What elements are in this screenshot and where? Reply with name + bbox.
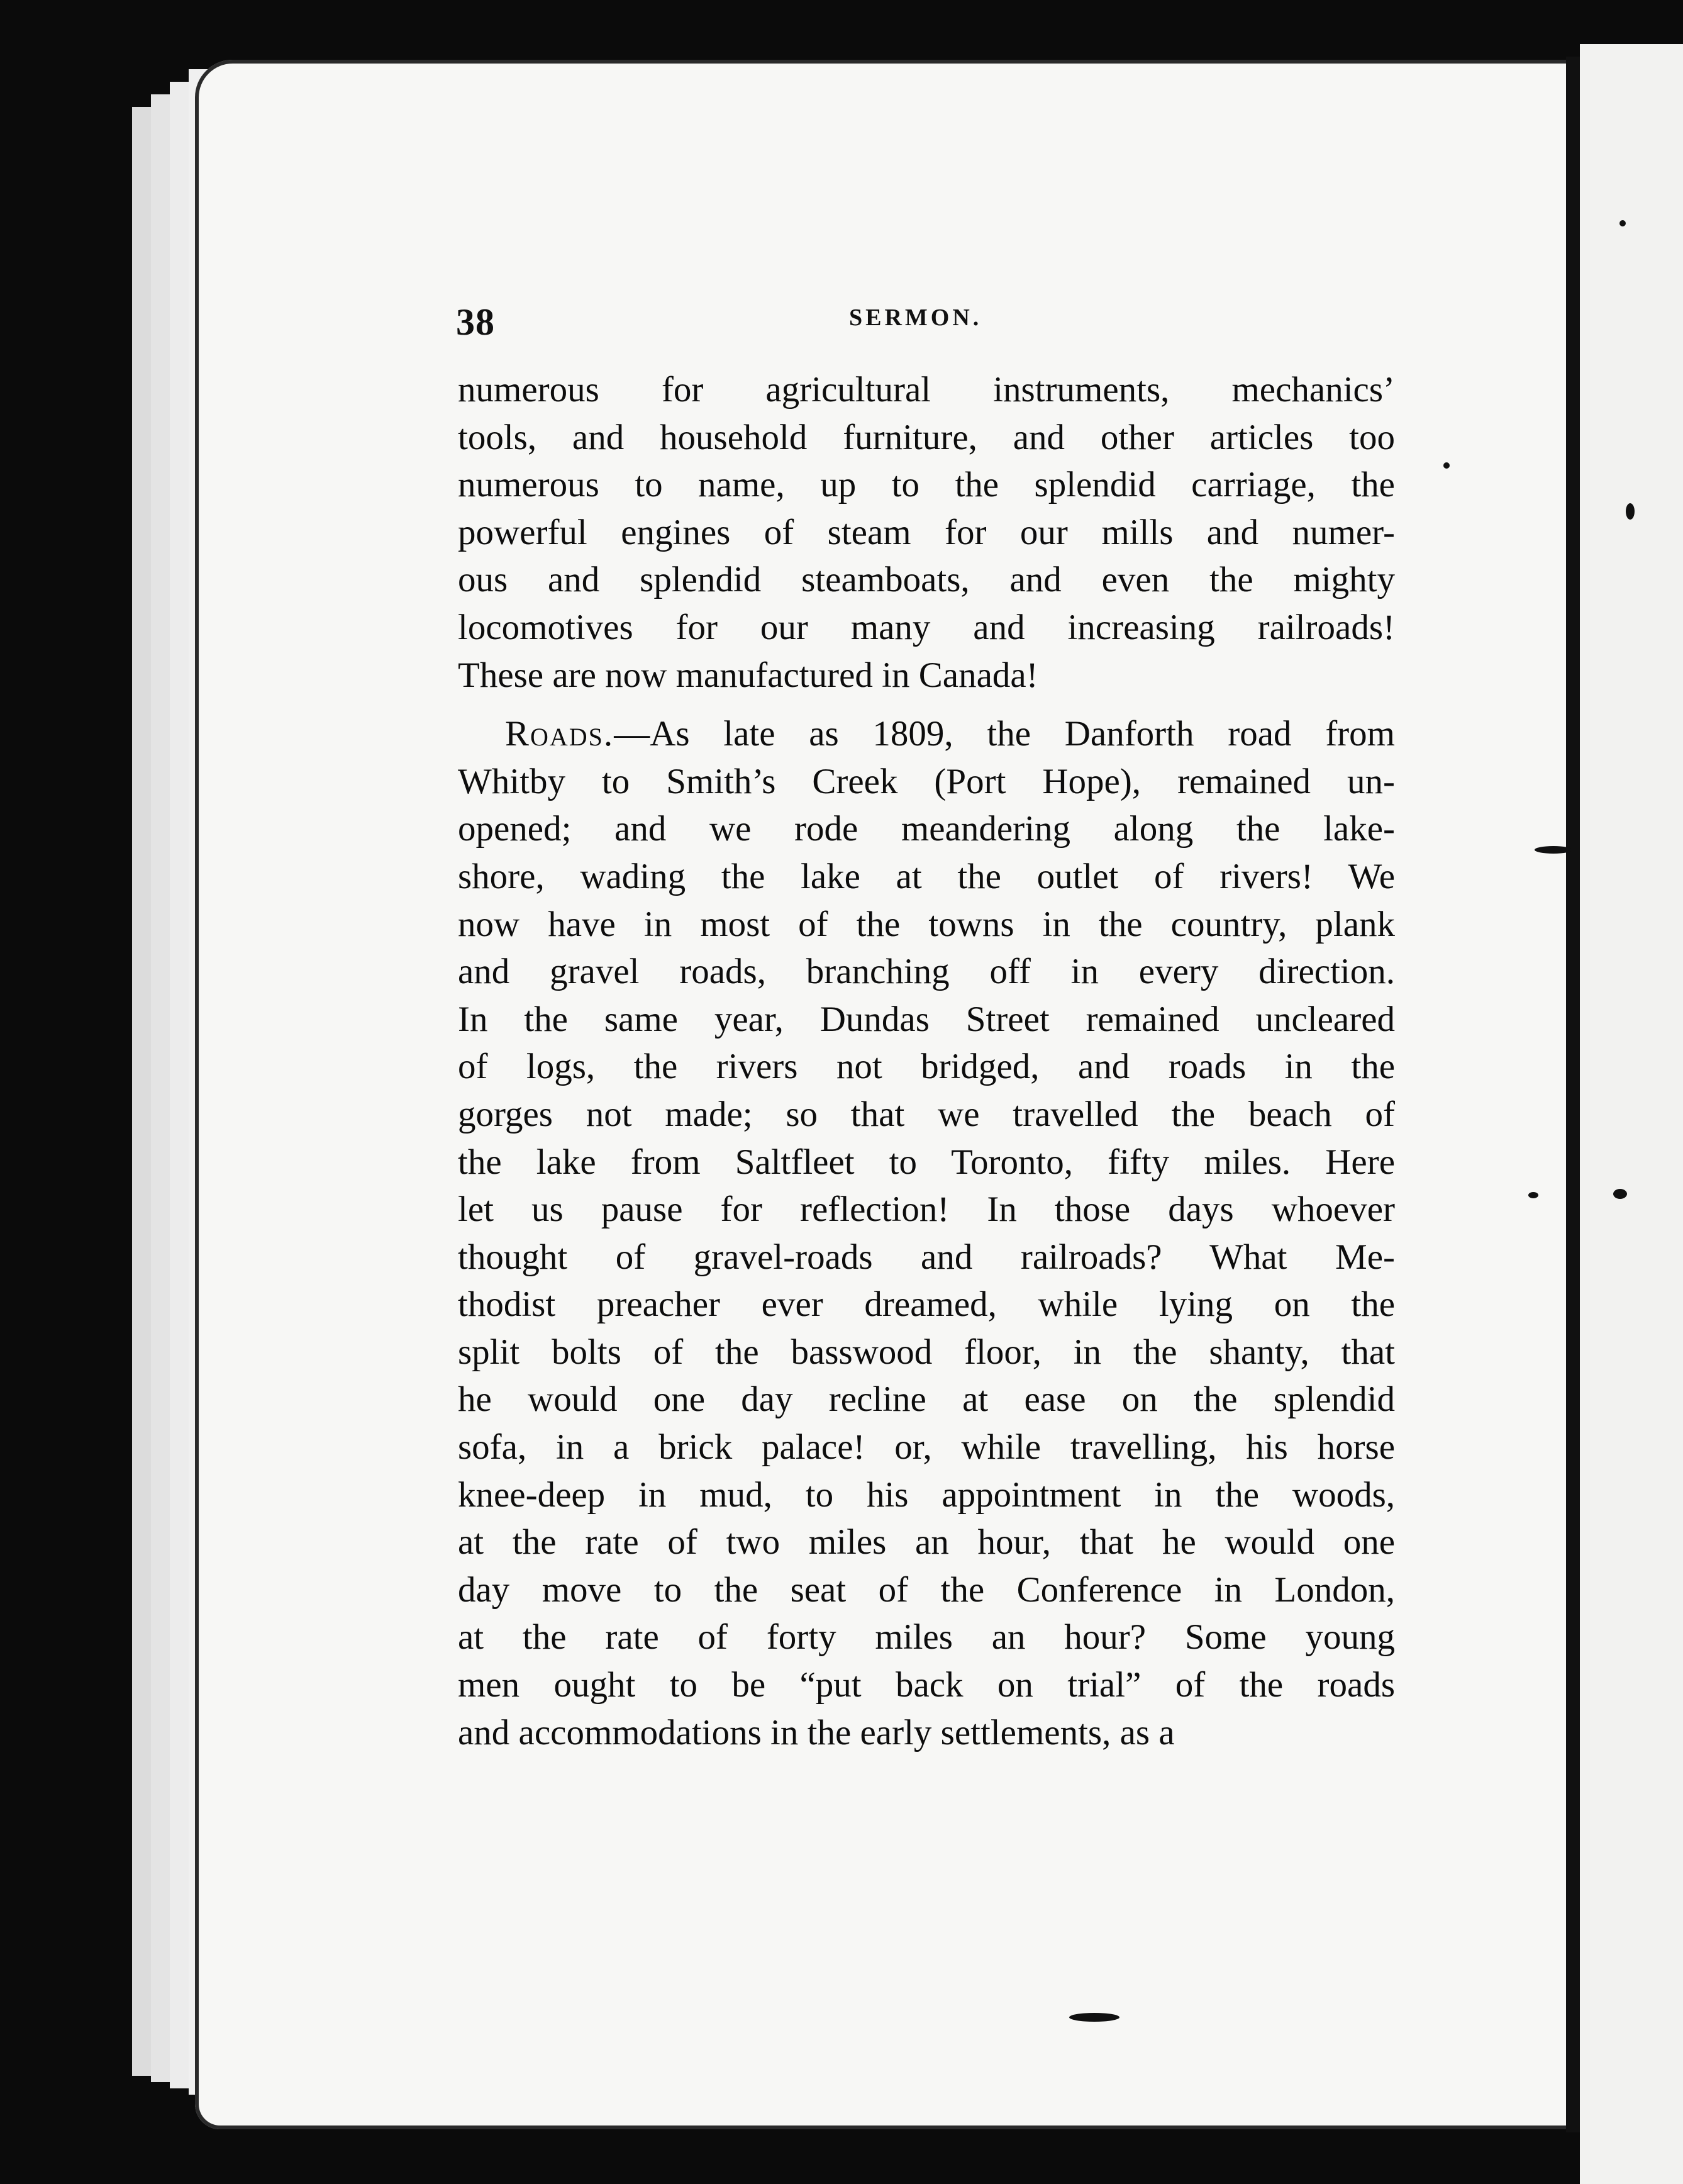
scan-speck	[1535, 846, 1572, 854]
text-line: thodist preacher ever dreamed, while lying on the	[458, 1284, 1395, 1325]
text-line: of logs, the rivers not bridged, and roads in the	[458, 1047, 1395, 1087]
scan-speck	[1626, 503, 1635, 520]
body-text	[458, 366, 1395, 1756]
text-line: numerous for agricultural instruments, mechanics’	[458, 370, 1395, 410]
text-line: numerous to name, up to the splendid carriage, the	[458, 465, 1395, 505]
book-gutter	[1566, 57, 1580, 2132]
text-line: now have in most of the towns in the country, plank	[458, 904, 1395, 944]
scan-speck	[1619, 220, 1626, 226]
scan-speck	[1069, 2013, 1119, 2022]
text-line	[458, 710, 1395, 758]
scan-speck	[1528, 1192, 1538, 1198]
text-line: and gravel roads, branching off in every direction.	[458, 952, 1395, 992]
facing-page	[1580, 44, 1683, 2184]
text-line: thought of gravel-roads and railroads? What Me-	[458, 1237, 1395, 1277]
text-line: sofa, in a brick palace! or, while travelling, his horse	[458, 1427, 1395, 1468]
text-line: ous and splendid steamboats, and even the mighty	[458, 560, 1395, 600]
text-line: split bolts of the basswood floor, in the shanty, that	[458, 1332, 1395, 1372]
scan-speck	[1443, 462, 1450, 469]
text-line-rest: —As late as 1809, the Danforth road from	[614, 714, 1395, 754]
text-line: tools, and household furniture, and other articles too	[458, 417, 1395, 457]
page-number: 38	[456, 301, 495, 343]
text-line: and accommodations in the early settlements, as a	[458, 1712, 1175, 1752]
scan-speck	[1613, 1189, 1627, 1199]
section-lead: Roads.	[505, 714, 614, 754]
text-line: Whitby to Smith’s Creek (Port Hope), remained un-	[458, 761, 1395, 801]
text-line: he would one day recline at ease on the splendid	[458, 1379, 1395, 1420]
text-line: locomotives for our many and increasing railroads!	[458, 607, 1395, 647]
text-line: These are now manufactured in Canada!	[458, 655, 1038, 695]
paragraph-gap	[458, 699, 1395, 710]
text-line: the lake from Saltfleet to Toronto, fifty miles. Here	[458, 1142, 1395, 1182]
text-line: men ought to be “put back on trial” of the roads	[458, 1665, 1395, 1705]
text-line: day move to the seat of the Conference in London,	[458, 1569, 1395, 1610]
text-line: shore, wading the lake at the outlet of rivers! We	[458, 856, 1395, 896]
text-line: powerful engines of steam for our mills and numer-	[458, 512, 1395, 552]
running-head: SERMON.	[849, 304, 982, 331]
text-line: let us pause for reflection! In those days whoever	[458, 1190, 1395, 1230]
text-line: at the rate of forty miles an hour? Some young	[458, 1617, 1395, 1658]
text-line: gorges not made; so that we travelled the beach of	[458, 1094, 1395, 1134]
text-line: at the rate of two miles an hour, that he would one	[458, 1522, 1395, 1563]
text-line: opened; and we rode meandering along the lake-	[458, 809, 1395, 849]
text-line: knee-deep in mud, to his appointment in the woods,	[458, 1474, 1395, 1515]
text-line: In the same year, Dundas Street remained uncleared	[458, 999, 1395, 1039]
